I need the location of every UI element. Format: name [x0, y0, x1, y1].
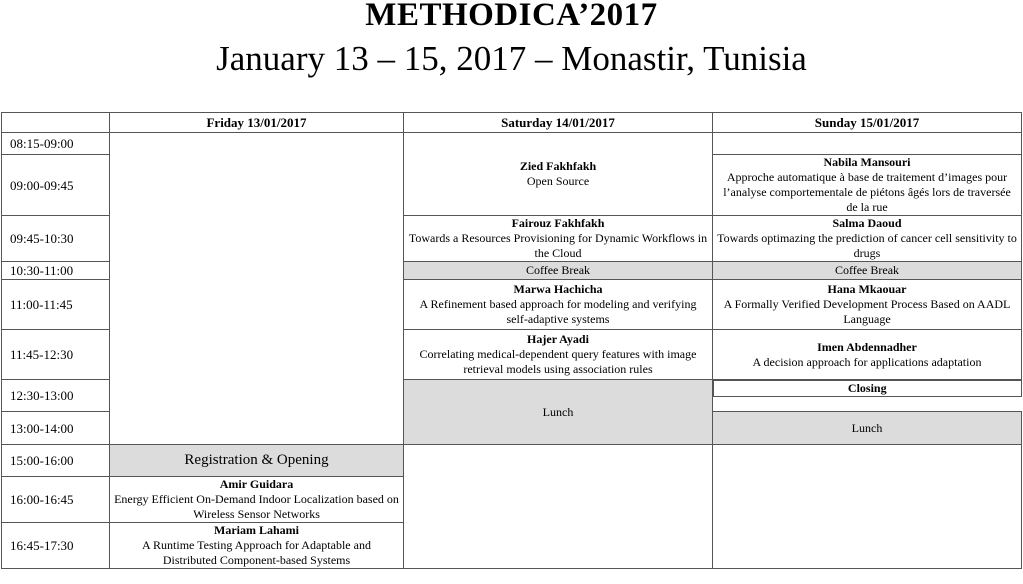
sunday-coffee-break: Coffee Break [713, 262, 1022, 280]
speaker-name: Salma Daoud [832, 216, 902, 230]
talk-title: Open Source [526, 174, 590, 188]
talk-title: Towards optimazing the prediction of cancer cell sensitivity to drugs [717, 231, 1017, 260]
sunday-session-3 [713, 280, 1022, 330]
talk-title: A Runtime Testing Approach for Adaptable and Distributed Component-based Systems [142, 538, 371, 567]
day-header-sunday: Sunday 15/01/2017 [713, 113, 1022, 133]
sunday-empty-early [713, 133, 1022, 155]
corner-cell [2, 113, 110, 133]
saturday-afternoon-empty [404, 445, 713, 569]
schedule-table [1, 112, 1022, 569]
talk-title: A Formally Verified Development Process Based on AADL Language [723, 297, 1011, 326]
speaker-name: Nabila Mansouri [823, 155, 911, 169]
speaker-name: Marwa Hachicha [513, 282, 603, 296]
time-cell: 15:00-16:00 [2, 445, 110, 477]
speaker-name: Fairouz Fakhfakh [511, 216, 605, 230]
sunday-lunch: Lunch [713, 412, 1022, 445]
sunday-afternoon-empty [713, 445, 1022, 569]
table-header-row [2, 113, 1022, 133]
time-cell: 12:30-13:00 [2, 380, 110, 412]
friday-registration: Registration & Opening [110, 445, 404, 477]
talk-title: Energy Efficient On-Demand Indoor Localization based on Wireless Sensor Networks [114, 492, 399, 521]
table-row [2, 133, 1022, 155]
friday-session-2 [110, 523, 404, 569]
talk-title: A Refinement based approach for modeling and verifying self-adaptive systems [419, 297, 697, 326]
saturday-session-2 [404, 216, 713, 262]
friday-morning-empty [110, 133, 404, 445]
speaker-name: Hajer Ayadi [527, 332, 589, 346]
day-header-friday: Friday 13/01/2017 [110, 113, 404, 133]
talk-title: A decision approach for applications adaptation [752, 354, 982, 369]
page-title: METHODICA’2017 [365, 0, 658, 33]
friday-session-1 [110, 477, 404, 523]
speaker-name: Mariam Lahami [214, 523, 299, 537]
talk-title: Approche automatique à base de traitement d’images pour l’analyse comportementale de piétons âgés lors de traversée de la rue [723, 170, 1011, 214]
time-cell: 11:45-12:30 [2, 330, 110, 380]
sunday-closing: Closing [713, 380, 1022, 397]
time-cell: 10:30-11:00 [2, 262, 110, 280]
time-cell: 09:45-10:30 [2, 216, 110, 262]
saturday-lunch: Lunch [404, 380, 713, 445]
time-cell: 16:00-16:45 [2, 477, 110, 523]
talk-title: Towards a Resources Provisioning for Dynamic Workflows in the Cloud [408, 231, 708, 260]
speaker-name: Imen Abdennadher [817, 339, 917, 354]
page-subtitle: January 13 – 15, 2017 – Monastir, Tunisia [216, 39, 807, 78]
saturday-session-3 [404, 280, 713, 330]
sunday-session-4 [713, 330, 1022, 380]
sunday-session-2 [713, 216, 1022, 262]
speaker-name: Zied Fakhfakh [519, 159, 597, 173]
time-cell: 09:00-09:45 [2, 155, 110, 216]
time-cell: 13:00-14:00 [2, 412, 110, 445]
saturday-session-1 [404, 133, 713, 216]
talk-title: Correlating medical-dependent query features with image retrieval models using association rules [419, 347, 697, 376]
table-row [2, 445, 1022, 477]
time-cell: 16:45-17:30 [2, 523, 110, 569]
speaker-name: Hana Mkaouar [827, 282, 907, 296]
saturday-coffee-break: Coffee Break [404, 262, 713, 280]
sunday-session-1 [713, 155, 1022, 216]
speaker-name: Amir Guidara [219, 477, 294, 491]
time-cell: 08:15-09:00 [2, 133, 110, 155]
time-cell: 11:00-11:45 [2, 280, 110, 330]
saturday-session-4 [404, 330, 713, 380]
day-header-saturday: Saturday 14/01/2017 [404, 113, 713, 133]
